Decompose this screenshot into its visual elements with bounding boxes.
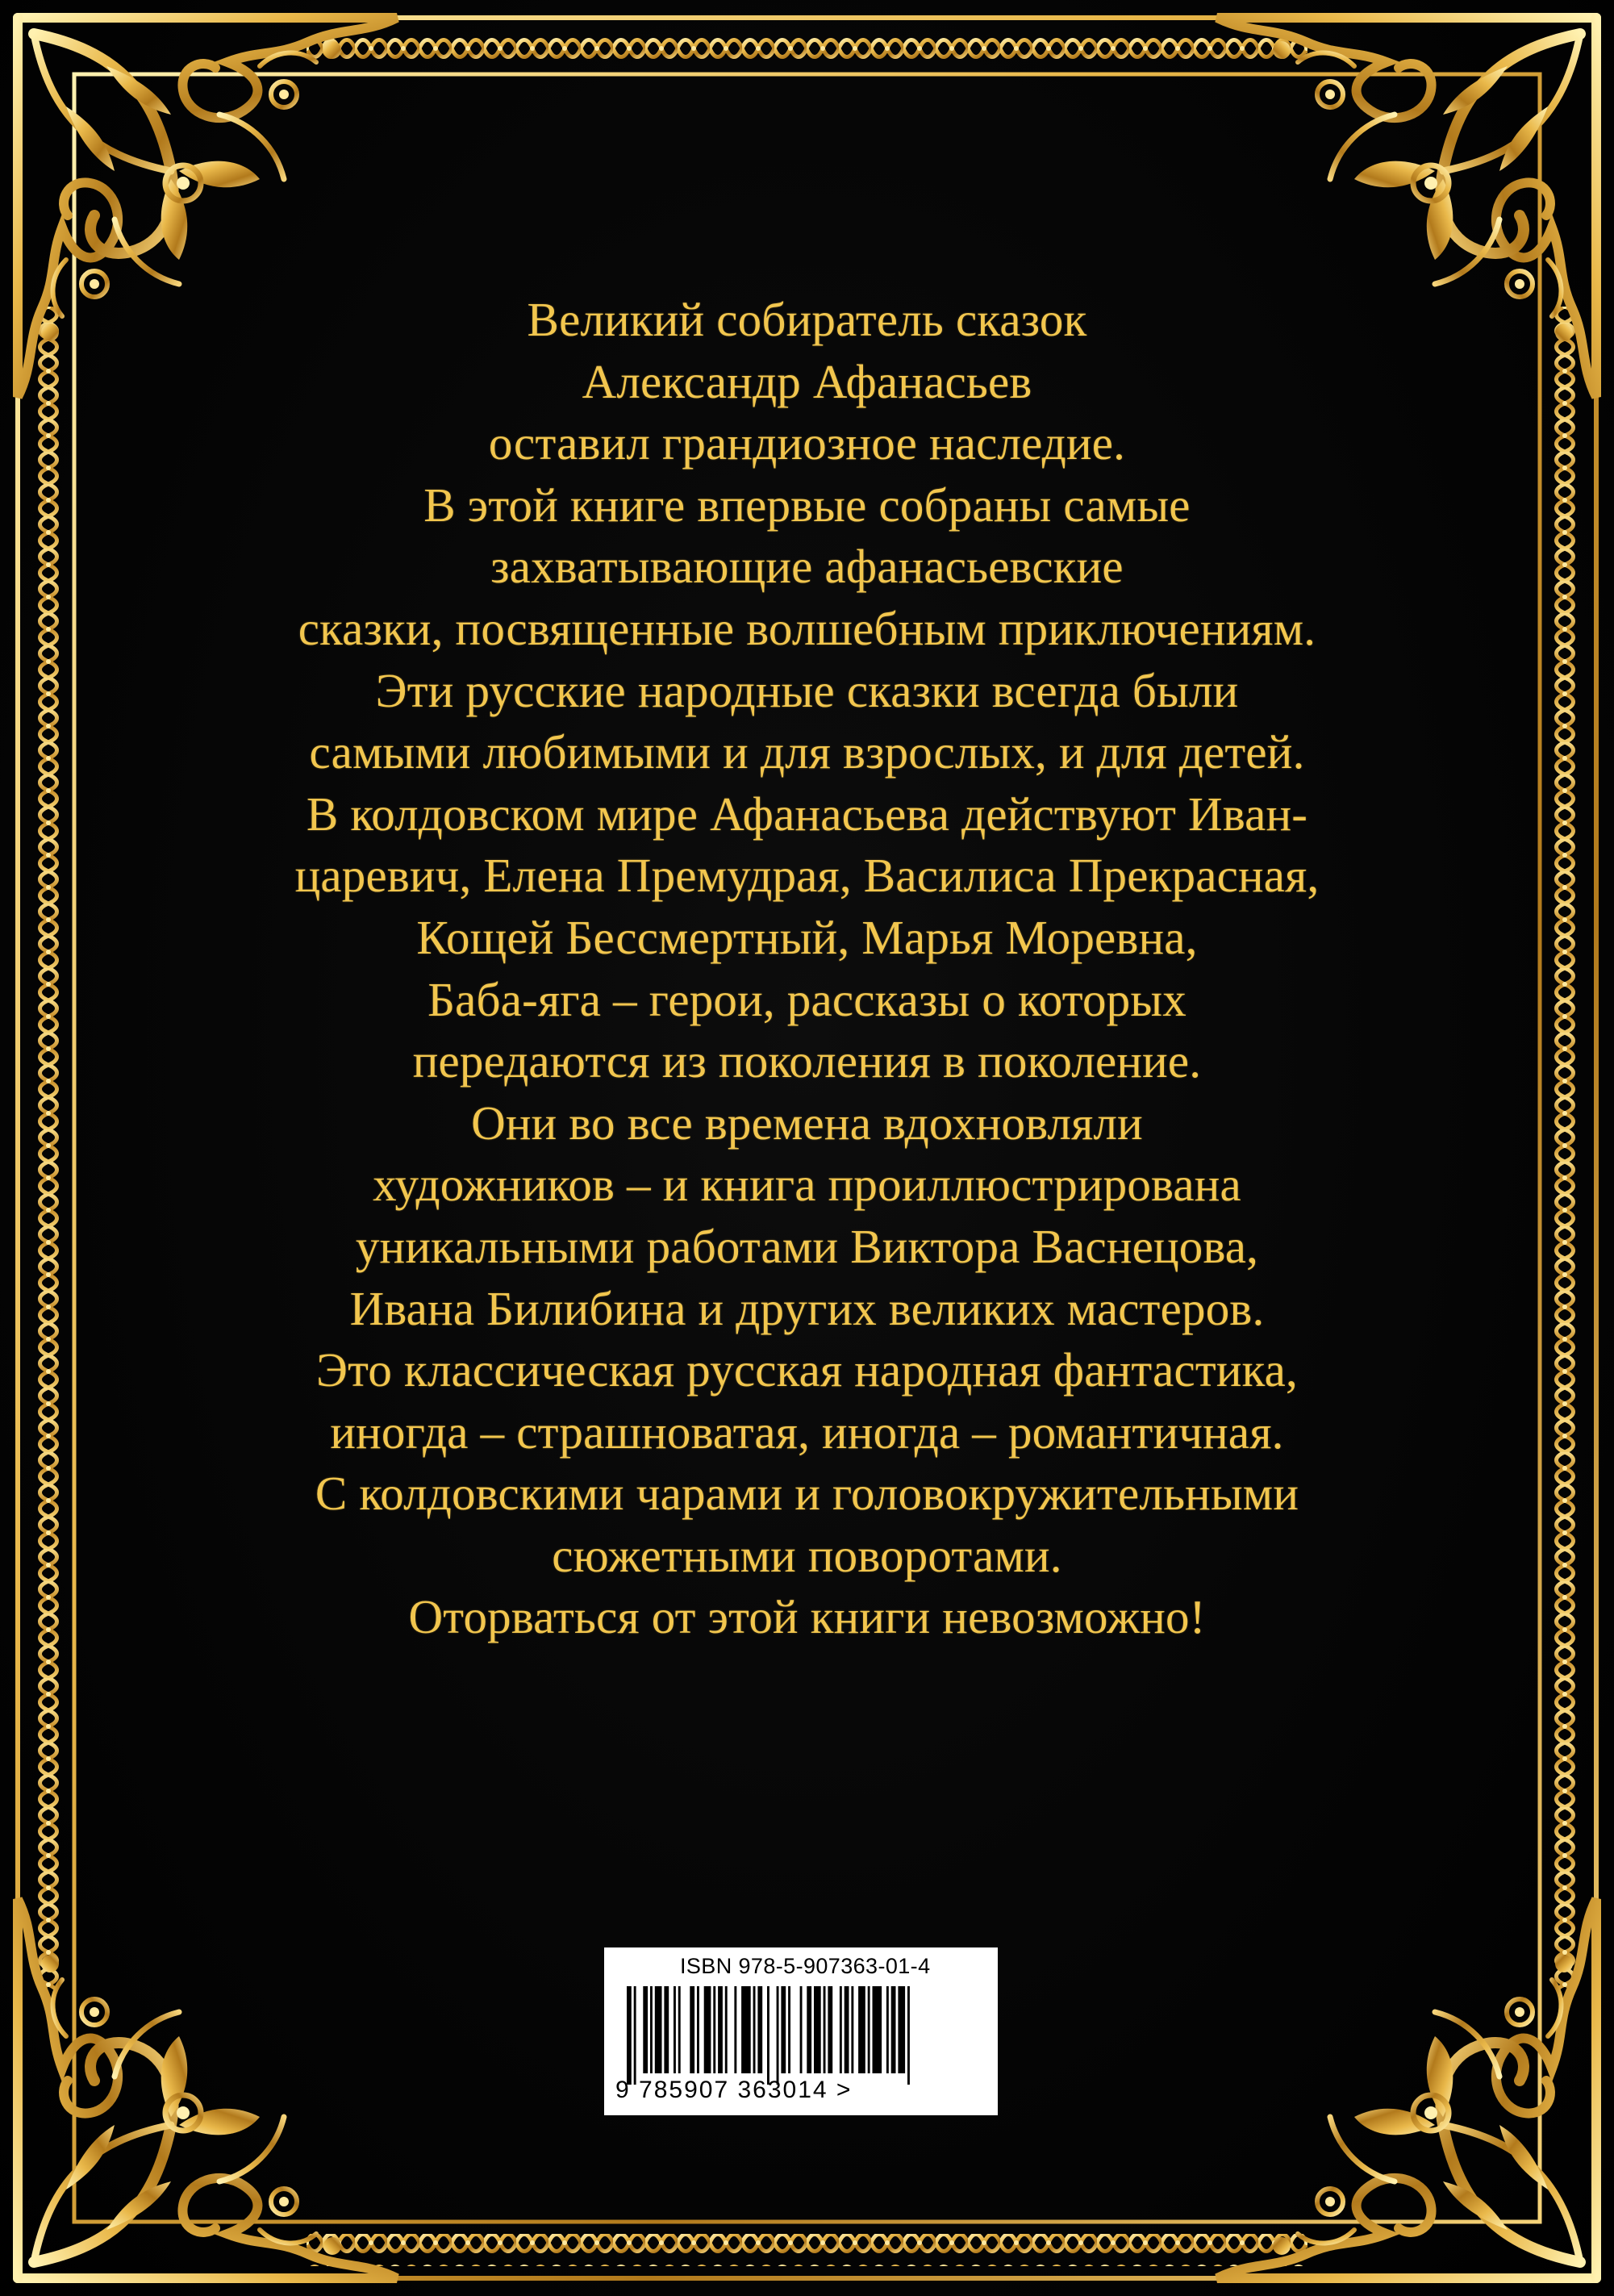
barcode-bar: [713, 1986, 715, 2073]
barcode-bar: [718, 1986, 723, 2073]
barcode-bar: [643, 1986, 648, 2073]
barcode-bar: [807, 1986, 811, 2073]
barcode-bar: [697, 1986, 699, 2073]
annotation-line: Они во все времена вдохновляли: [471, 1096, 1143, 1150]
annotation-line: Оторваться от этой книги невозможно!: [408, 1590, 1206, 1644]
barcode-bar: [868, 1986, 870, 2073]
annotation-line: сюжетными поворотами.: [552, 1528, 1062, 1582]
annotation-line: сказки, посвященные волшебным приключениям.: [298, 601, 1316, 655]
barcode-bar: [655, 1986, 662, 2073]
annotation-line: художников – и книга проиллюстрирована: [373, 1158, 1241, 1212]
annotation-line: уникальными работами Виктора Васнецова,: [355, 1219, 1259, 1273]
barcode-bar: [907, 1986, 910, 2085]
annotation-line: Баба-яга – герои, рассказы о которых: [427, 972, 1187, 1026]
annotation-line: Эти русские народные сказки всегда были: [375, 663, 1239, 717]
barcode-bar: [898, 1986, 905, 2073]
barcode-bar: [814, 1986, 821, 2073]
barcode-bar: [891, 1986, 896, 2073]
barcode-bar: [824, 1986, 826, 2073]
barcode-bar: [650, 1986, 653, 2073]
annotation-line: Это классическая русская народная фантастика,: [316, 1343, 1298, 1397]
annotation-line: В колдовском мире Афанасьева действуют Иван-: [306, 787, 1308, 841]
barcode-bar: [858, 1986, 865, 2073]
barcode-bar: [851, 1986, 853, 2073]
annotation-line: передаются из поколения в поколение.: [412, 1034, 1202, 1088]
barcode-bar: [781, 1986, 786, 2073]
annotation-line: царевич, Елена Премудрая, Василиса Прекрасная,: [294, 849, 1320, 903]
barcode-bar: [845, 1986, 849, 2073]
barcode-bar: [757, 1986, 762, 2073]
barcode-bar: [873, 1986, 882, 2073]
barcode-bar: [741, 1986, 751, 2073]
barcode-bar: [840, 1986, 842, 2073]
barcode-bar: [634, 1986, 636, 2085]
barcode-bar: [664, 1986, 669, 2073]
annotation-line: иногда – страшноватая, иногда – романтичная.: [330, 1405, 1284, 1459]
annotation-line: самыми любимыми и для взрослых, и для детей.: [309, 725, 1305, 779]
barcode-bar: [800, 1986, 803, 2073]
barcode-digits: 9 785907 363014 >: [615, 2077, 853, 2103]
isbn-barcode: [604, 1947, 998, 2115]
barcode-bar: [725, 1986, 728, 2073]
barcode-bar: [690, 1986, 694, 2073]
barcode-bar: [753, 1986, 756, 2073]
barcode-bar: [777, 1986, 779, 2085]
annotation-line: С колдовскими чарами и головокружительными: [315, 1467, 1299, 1521]
annotation-line: В этой книге впервые собраны самые: [423, 478, 1191, 532]
barcode-bar: [767, 1986, 769, 2085]
annotation-line: Ивана Билибина и других великих мастеров.: [349, 1281, 1265, 1335]
barcode-bar: [734, 1986, 736, 2073]
annotation-line: Кощей Бессмертный, Марья Моревна,: [416, 910, 1198, 964]
barcode-bar: [828, 1986, 832, 2073]
isbn-label: ISBN 978-5-907363-01-4: [680, 1954, 931, 1978]
annotation-text: [210, 289, 1404, 1648]
annotation-line: Великий собиратель сказок: [527, 293, 1087, 346]
barcode-bar: [627, 1986, 632, 2085]
barcode-bar: [788, 1986, 790, 2073]
barcode-bar: [704, 1986, 711, 2073]
barcode-bar: [678, 1986, 681, 2073]
barcode-bar: [674, 1986, 676, 2073]
annotation-line: захватывающие афанасьевские: [490, 540, 1124, 594]
barcode-bar: [886, 1986, 889, 2073]
annotation-line: оставил грандиозное наследие.: [488, 416, 1126, 470]
annotation-line: Александр Афанасьев: [582, 354, 1032, 408]
